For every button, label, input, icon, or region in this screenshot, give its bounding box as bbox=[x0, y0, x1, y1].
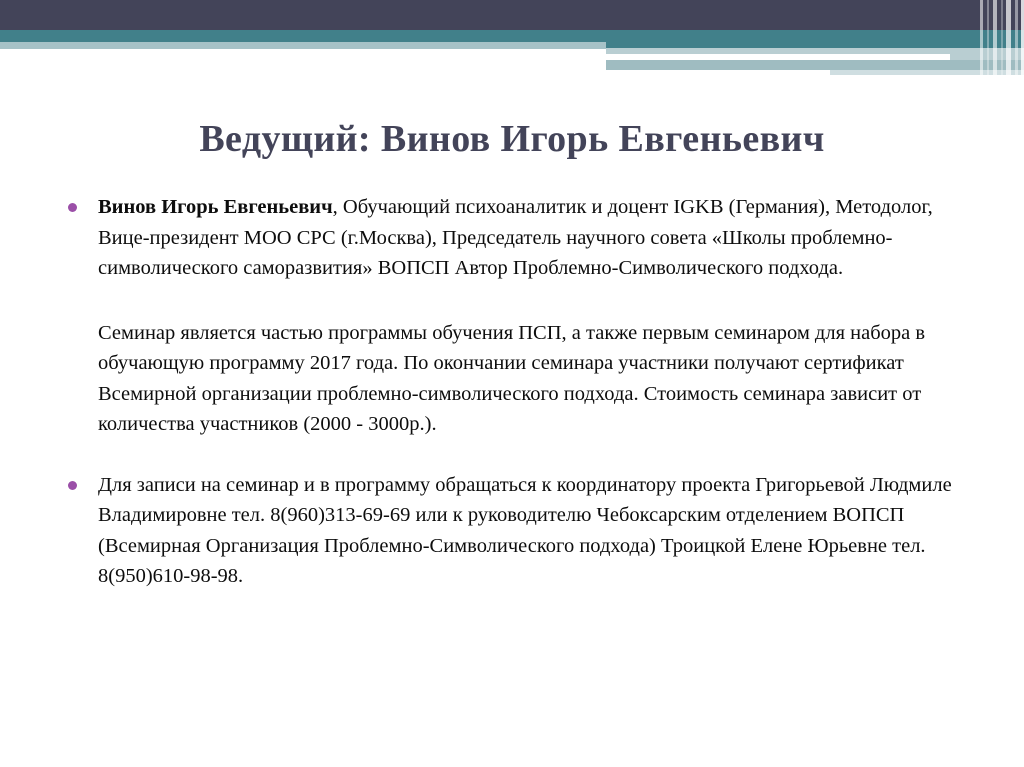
presenter-name: Винов Игорь Евгеньевич bbox=[98, 196, 333, 218]
header-band-pale-lower bbox=[606, 60, 1024, 70]
page-title: Ведущий: Винов Игорь Евгеньевич bbox=[199, 118, 825, 160]
header-band-teal-right bbox=[606, 30, 1024, 48]
paragraph-spacer bbox=[60, 284, 964, 318]
header-band-dark bbox=[0, 0, 1024, 30]
slide-body bbox=[60, 192, 964, 592]
header-vertical-stripe bbox=[1015, 0, 1018, 90]
header-vertical-stripes bbox=[976, 0, 1024, 90]
header-vertical-stripe bbox=[993, 0, 997, 90]
bullet-dot-icon bbox=[68, 481, 77, 490]
header-vertical-stripe bbox=[987, 0, 989, 90]
header-band-teal-left bbox=[0, 30, 606, 42]
bullet-dot-icon bbox=[68, 203, 77, 212]
title-container bbox=[0, 118, 1024, 162]
header-vertical-stripe bbox=[980, 0, 983, 90]
presenter-bio-text: , Обучающий психоаналитик и доцент IGKB (Германия), Методолог, Вице-президент МОО СРС (г.Москва), Председатель научного совета «Школы проблемно-символического саморазвития» ВОПСП Автор Проблемно-Символического подхода. bbox=[98, 196, 933, 279]
seminar-info-text: Семинар является частью программы обучения ПСП, а также первым семинаром для набора в обучающую программу 2017 года. По окончании семинара участники получают сертификат Всемирной организации проблемно-символического подхода. Стоимость семинара зависит от количества участников (2000 - 3000р.). bbox=[98, 321, 926, 435]
paragraph-bio bbox=[60, 192, 964, 284]
header-band-pale-left bbox=[0, 42, 606, 49]
paragraph-contacts bbox=[60, 470, 964, 592]
header-decoration bbox=[0, 0, 1024, 90]
contacts-text: Для записи на семинар и в программу обращаться к координатору проекта Григорьевой Людмиле Владимировне тел. 8(960)313-69-69 или к руководителю Чебоксарским отделением ВОПСП (Всемирная Организация Проблемно-Символического подхода) Троицкой Елене Юрьевне тел. 8(950)610-98-98. bbox=[98, 473, 952, 587]
paragraph-spacer bbox=[60, 440, 964, 470]
header-vertical-stripe bbox=[1001, 0, 1003, 90]
paragraph-seminar-info bbox=[60, 318, 964, 440]
header-vertical-stripe bbox=[1006, 0, 1011, 90]
